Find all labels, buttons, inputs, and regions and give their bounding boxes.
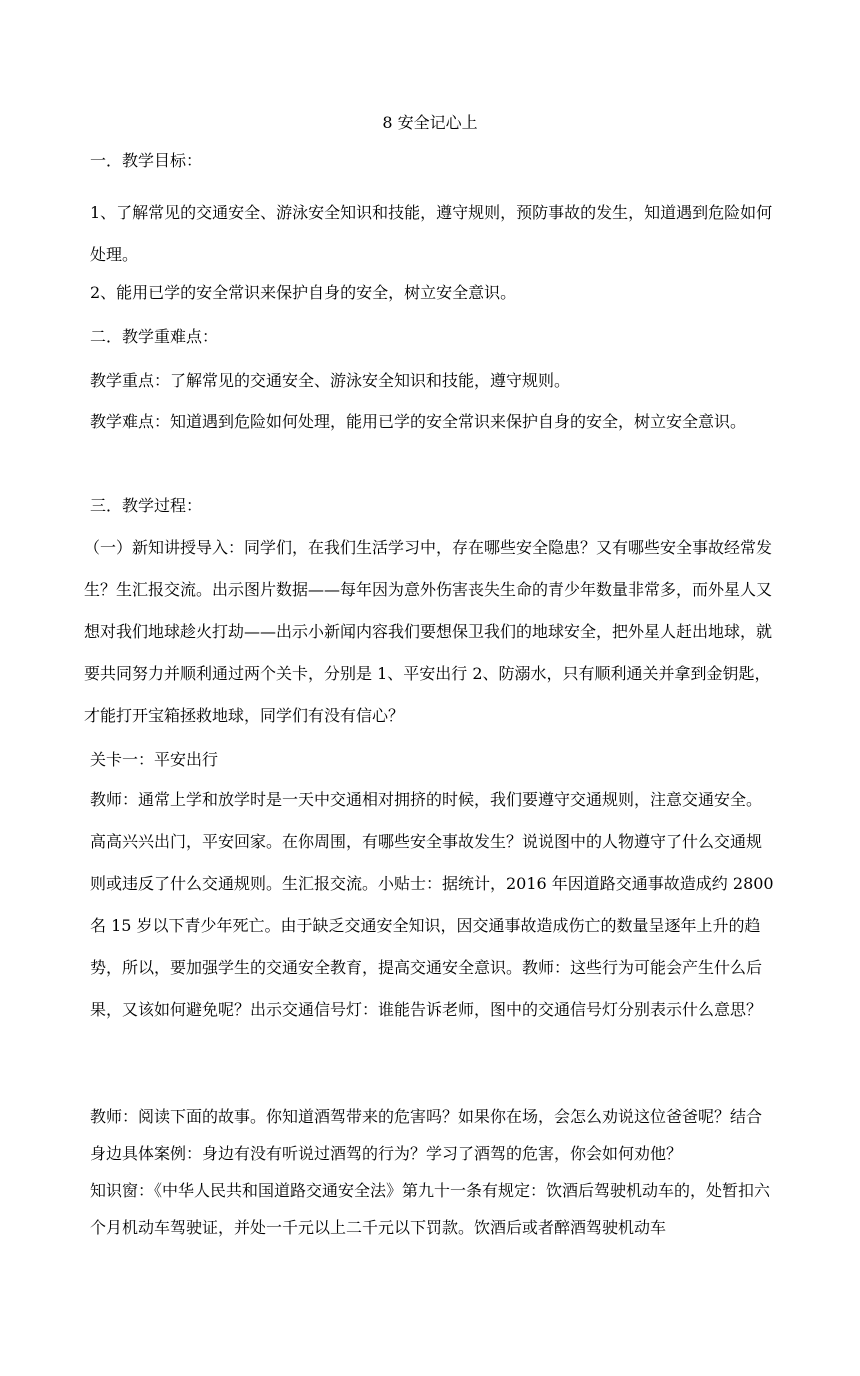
goal-item-1: 1、了解常见的交通安全、游泳安全知识和技能，遵守规则，预防事故的发生，知道遇到危险如何处理。 <box>90 203 773 264</box>
section-heading-goals: 一．教学目标： <box>90 151 203 170</box>
section-heading-key-points: 二．教学重难点： <box>90 327 219 346</box>
section-heading-process: 三．教学过程： <box>90 496 203 515</box>
document-title: 8 安全记心上 <box>382 113 478 132</box>
teacher-paragraph-drunk-driving: 教师：阅读下面的故事。你知道酒驾带来的危害吗？如果你在场，会怎么劝说这位爸爸呢？结合身边具体案例：身边有没有听说过酒驾的行为？学习了酒驾的危害，你会如何劝他？ <box>90 1107 763 1163</box>
level-one-heading: 关卡一：平安出行 <box>90 750 219 769</box>
knowledge-window-paragraph: 知识窗：《中华人民共和国道路交通安全法》第九十一条有规定：饮酒后驾驶机动车的，处暂扣六个月机动车驾驶证，并处一千元以上二千元以下罚款。饮酒后或者醉酒驾驶机动车 <box>90 1181 771 1237</box>
intro-paragraph: （一）新知讲授导入：同学们，在我们生活学习中，存在哪些安全隐患？又有哪些安全事故经常发生？生汇报交流。出示图片数据——每年因为意外伤害丧失生命的青少年数量非常多，而外星人又想对我们地球趁火打劫——出示小新闻内容我们要想保卫我们的地球安全，把外星人赶出地球，就要共同努力并顺利通过两个关卡，分别是 1、平安出行 2、防溺水，只有顺利通关并拿到金钥匙，才能打开宝箱拯救地球，同学们有没有信心？ <box>84 538 773 725</box>
goal-item-2: 2、能用已学的安全常识来保护自身的安全，树立安全意识。 <box>90 283 517 302</box>
key-point: 教学重点：了解常见的交通安全、游泳安全知识和技能，遵守规则。 <box>90 371 571 390</box>
difficult-point: 教学难点：知道遇到危险如何处理，能用已学的安全常识来保护自身的安全，树立安全意识。 <box>90 412 747 431</box>
teacher-paragraph-traffic: 教师：通常上学和放学时是一天中交通相对拥挤的时候，我们要遵守交通规则，注意交通安全。高高兴兴出门，平安回家。在你周围，有哪些安全事故发生？说说图中的人物遵守了什么交通规则或违反了什么交通规则。生汇报交流。小贴士：据统计，2016 年因道路交通事故造成约 2800 名 15 岁以下青少年死亡。由于缺乏交通安全知识，因交通事故造成伤亡的数量呈逐年上升的趋势，所以，要加强学生的交通安全教育，提高交通安全意识。教师：这些行为可能会产生什么后果，又该如何避免呢？出示交通信号灯：谁能告诉老师，图中的交通信号灯分别表示什么意思？ <box>90 790 774 1019</box>
